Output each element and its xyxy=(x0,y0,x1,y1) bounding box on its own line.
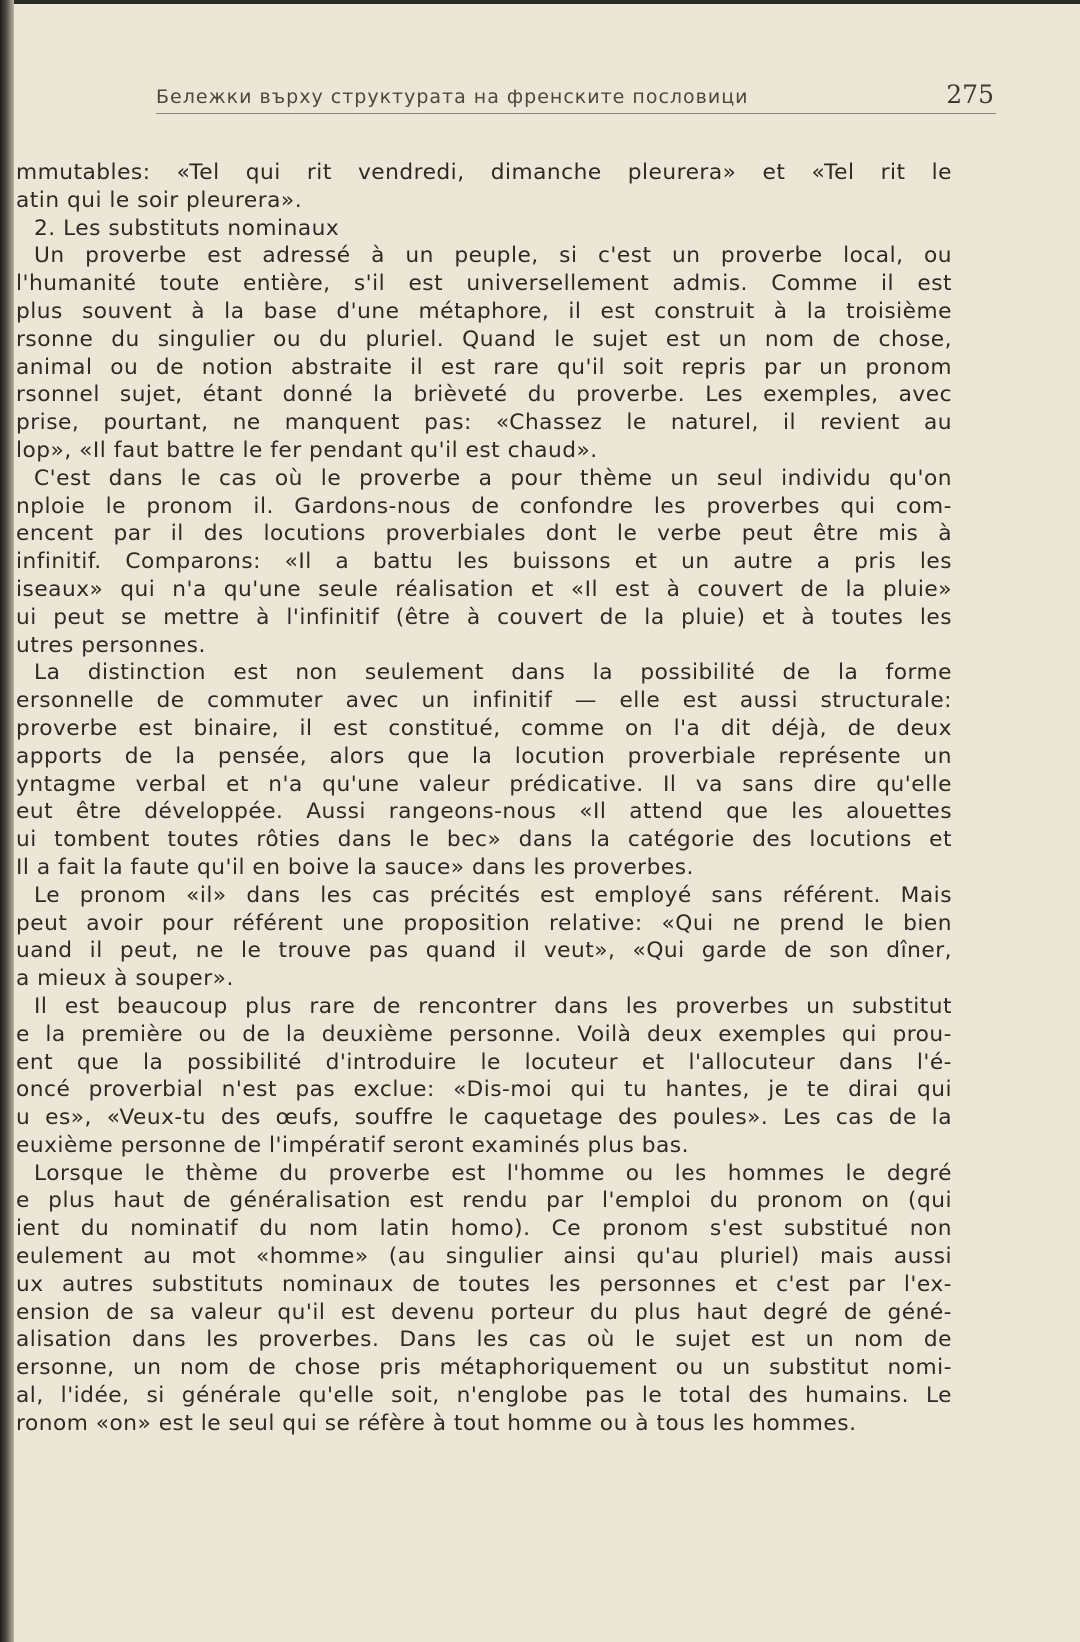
text-line: nploie le pronom il. Gardons-nous de confondre les proverbes qui com- xyxy=(16,493,952,519)
text-line: animal ou de notion abstraite il est rare qu'il soit repris par un pronom xyxy=(16,354,952,380)
text-line: e plus haut de généralisation est rendu par l'emploi du pronom on (qui xyxy=(16,1188,952,1214)
text-line: ui peut se mettre à l'infinitif (être à couvert de la pluie) et à toutes les xyxy=(16,604,952,630)
text-line: mmutables: «Tel qui rit vendredi, dimanche pleurera» et «Tel rit le xyxy=(16,160,952,185)
text-line: encent par il des locutions proverbiales dont le verbe peut être mis à xyxy=(16,521,952,547)
text-line: utres personnes. xyxy=(16,632,206,658)
text-line: Lorsque le thème du proverbe est l'homme ou les hommes le degré xyxy=(34,1160,952,1186)
text-line: plus souvent à la base d'une métaphore, il est construit à la troisième xyxy=(16,298,952,324)
text-line: apports de la pensée, alors que la locution proverbiale représente un xyxy=(16,743,952,769)
text-line: Il a fait la faute qu'il en boive la sauce» dans les proverbes. xyxy=(16,854,694,880)
binding-shadow xyxy=(0,0,14,1642)
text-line: rsonne du singulier ou du pluriel. Quand le sujet est un nom de chose, xyxy=(16,326,952,352)
running-header xyxy=(156,82,996,112)
text-line: Il est beaucoup plus rare de rencontrer dans les proverbes un substitut xyxy=(34,993,952,1019)
text-line: u es», «Veux-tu des œufs, souffre le caquetage des poules». Les cas de la xyxy=(16,1105,952,1131)
text-line: e la première ou de la deuxième personne. Voilà deux exemples qui prou- xyxy=(16,1021,952,1047)
text-line: ient du nominatif du nom latin homo). Ce pronom s'est substitué non xyxy=(16,1216,952,1242)
text-line: oncé proverbial n'est pas exclue: «Dis-moi qui tu hantes, je te dirai qui xyxy=(16,1077,952,1103)
text-line: La distinction est non seulement dans la possibilité de la forme xyxy=(34,660,952,686)
text-line: yntagme verbal et n'a qu'une valeur prédicative. Il va sans dire qu'elle xyxy=(16,771,952,797)
text-line: ersonne, un nom de chose pris métaphoriquement ou un substitut nomi- xyxy=(16,1355,952,1381)
text-line: iseaux» qui n'a qu'une seule réalisation et «Il est à couvert de la pluie» xyxy=(16,576,952,602)
text-line: ui tombent toutes rôties dans le bec» dans la catégorie des locutions et xyxy=(16,827,952,853)
text-line: infinitif. Comparons: «Il a battu les buissons et un autre a pris les xyxy=(16,549,952,575)
text-line: ersonnelle de commuter avec un infinitif — elle est aussi structurale: xyxy=(16,688,952,714)
text-line: prise, pourtant, ne manquent pas: «Chassez le naturel, il revient au xyxy=(16,410,952,436)
page-top-edge xyxy=(0,0,1080,4)
text-line: proverbe est binaire, il est constitué, comme on l'a dit déjà, de deux xyxy=(16,715,952,741)
page-number: 275 xyxy=(946,80,994,109)
text-line: ension de sa valeur qu'il est devenu porteur du plus haut degré de géné- xyxy=(16,1299,952,1325)
text-line: ux autres substituts nominaux de toutes les personnes et c'est par l'ex- xyxy=(16,1271,952,1297)
text-line: eulement au mot «homme» (au singulier ainsi qu'au pluriel) mais aussi xyxy=(16,1244,952,1270)
text-line: eut être développée. Aussi rangeons-nous «Il attend que les alouettes xyxy=(16,799,952,825)
text-line: peut avoir pour référent une proposition relative: «Qui ne prend le bien xyxy=(16,910,952,936)
text-line: uand il peut, ne le trouve pas quand il veut», «Qui garde de son dîner, xyxy=(16,938,952,964)
text-line: al, l'idée, si générale qu'elle soit, n'englobe pas le total des humains. Le xyxy=(16,1383,952,1409)
text-line: atin qui le soir pleurera». xyxy=(16,187,303,213)
text-line: C'est dans le cas où le proverbe a pour thème un seul individu qu'on xyxy=(34,465,952,491)
body-text xyxy=(16,159,952,1438)
text-line: 2. Les substituts nominaux xyxy=(34,215,340,241)
header-rule xyxy=(156,113,996,114)
text-line: Un proverbe est adressé à un peuple, si c'est un proverbe local, ou xyxy=(34,243,952,269)
text-line: lop», «Il faut battre le fer pendant qu'il est chaud». xyxy=(16,437,598,463)
running-header-title: Бележки върху структурата на френските пословици xyxy=(156,86,749,108)
text-line: ent que la possibilité d'introduire le locuteur et l'allocuteur dans l'é- xyxy=(16,1049,952,1075)
text-line: ronom «on» est le seul qui se réfère à tout homme ou à tous les hommes. xyxy=(16,1410,857,1436)
text-line: a mieux à souper». xyxy=(16,966,234,992)
text-line: l'humanité toute entière, s'il est universellement admis. Comme il est xyxy=(16,271,952,297)
text-line: Le pronom «il» dans les cas précités est employé sans référent. Mais xyxy=(34,882,952,908)
text-line: rsonnel sujet, étant donné la brièveté du proverbe. Les exemples, avec xyxy=(16,382,952,408)
text-line: alisation dans les proverbes. Dans les cas où le sujet est un nom de xyxy=(16,1327,952,1353)
text-line: euxième personne de l'impératif seront examinés plus bas. xyxy=(16,1132,689,1158)
